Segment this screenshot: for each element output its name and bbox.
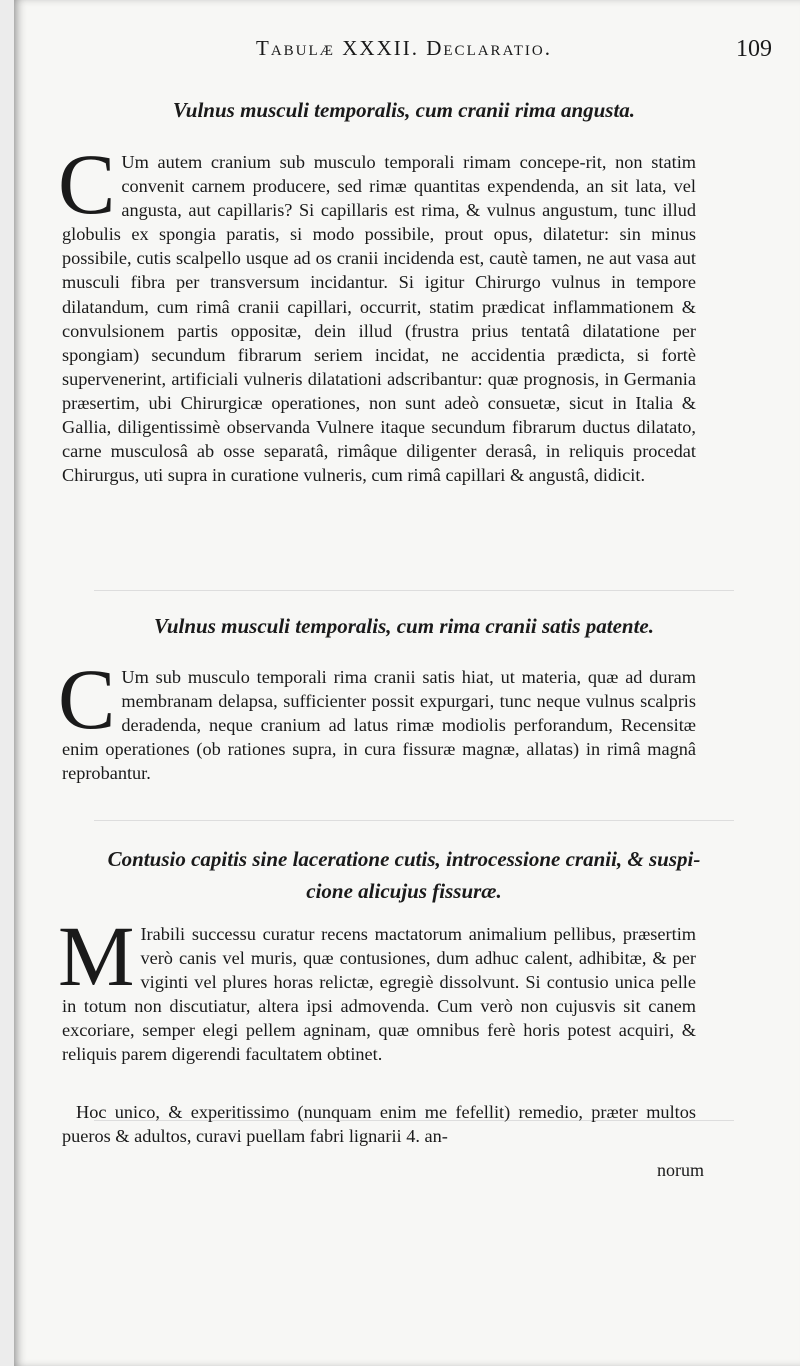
paragraph-text: Irabili successu curatur recens mactatorum animalium pellibus, præsertim verò canis vel muris, quæ contusiones, dum adhuc calent, adhibitæ, & per viginti vel plures horas relictæ, egregiè dissolvunt. Si contusio unica pelle in totum non discutiatur, altera ipsi admovenda. Cum verò non cujusvis sit canem excoriare, semper elegi pellem agninam, quæ omnibus ferè horis potest acquiri, & reliquis parem digerendi facultatem obtinet. — [62, 924, 696, 1065]
section-title-3a: Contusio capitis sine laceratione cutis, introcessione cranii, & suspi- — [107, 847, 701, 871]
section-title-3b: cione alicujus fissuræ. — [306, 879, 502, 903]
section-paragraph-2 — [58, 651, 696, 785]
drop-cap: C — [58, 651, 116, 747]
section-paragraph-4: Hoc unico, & experitissimo (nunquam enim me fefellit) remedio, præter multos pueros & adultos, curavi puellam fabri lignarii 4. an- — [62, 1102, 696, 1147]
section-paragraph-1 — [58, 136, 696, 487]
bleed-through-line — [94, 590, 734, 591]
section-paragraph-3 — [58, 908, 696, 1067]
drop-cap: M — [58, 908, 135, 1004]
book-page — [14, 0, 800, 1366]
paragraph-text: Um sub musculo temporali rima cranii satis hiat, ut materia, quæ ad duram membranam delapsa, sufficienter possit expurgari, tunc neque vulnus scalpris deradenda, neque cranium ad latus rimæ modiolis perforandum, Recensitæ enim operationes (ob rationes supra, in cura fissuræ magnæ, allatas) in rimâ magnâ reprobantur. — [62, 667, 696, 784]
page-number: 109 — [736, 36, 772, 62]
running-title: Tabulæ XXXII. Declaratio. — [256, 36, 552, 60]
bleed-through-line — [94, 820, 734, 821]
section-title-1: Vulnus musculi temporalis, cum cranii rima angusta. — [172, 98, 636, 122]
paragraph-text: Um autem cranium sub musculo temporali rimam concepe-rit, non statim convenit carnem producere, sed rimæ quantitas expendenda, an sit lata, vel angusta, aut capillaris? Si capillaris est rima, & vulnus angustum, tunc illud globulis ex spongia paratis, si modo possibile, prout opus, dilatetur: sin minus possibile, cutis scalpello usque ad os cranii incidenda est, cautè tamen, ne aut vasa aut musculi fibra per transversum incidantur. Si igitur Chirurgo vulnus in tempore dilatandum, cum rimâ cranii capillari, occurrit, statim prædicat inflammationem & convulsionem partis oppositæ, dein illud (frustra prius tentatâ dilatatione per spongiam) secundum fibrarum seriem incidat, ne accidentia prædicta, si fortè supervenerint, artificiali vulneris dilatationi adscribantur: quæ prognosis, in Germania præsertim, ubi Chirurgicæ operationes, non sunt adeò consuetæ, sicut in Italia & Gallia, diligentissimè observanda Vulnere itaque secundum fibrarum ductus dilatato, carne musculosâ ab osse separatâ, rimâque diligenter derasâ, in reliquis procedat Chirurgus, uti supra in curatione vulneris, cum rimâ capillari & angustâ, didicit. — [62, 152, 696, 486]
section-title-2: Vulnus musculi temporalis, cum rima cranii satis patente. — [153, 614, 655, 638]
catchword: norum — [657, 1160, 704, 1180]
drop-cap: C — [58, 136, 116, 232]
